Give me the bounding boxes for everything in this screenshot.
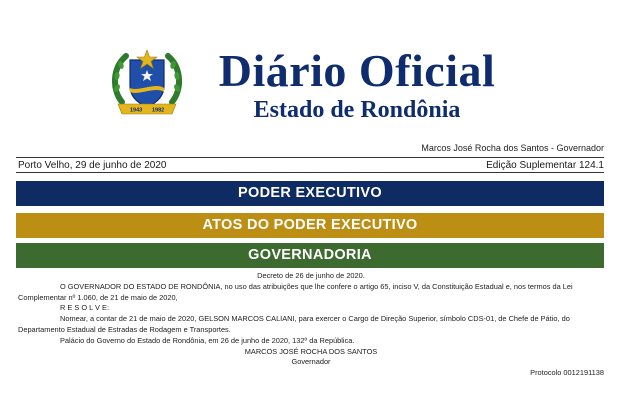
edition-label: Edição Suplementar 124.1 <box>486 160 604 171</box>
masthead-subtitle: Estado de Rondônia <box>253 97 461 123</box>
signer-role: Governador <box>291 357 331 367</box>
signer-name: MARCOS JOSÉ ROCHA DOS SANTOS <box>244 346 378 356</box>
state-coat-of-arms <box>108 44 186 122</box>
decree-title: Decreto de 26 de junho de 2020. <box>257 271 365 280</box>
protocol-number: Protocolo 0012191138 <box>530 368 604 378</box>
divider-bottom <box>16 172 604 173</box>
crest-year-left: 1943 <box>130 107 143 114</box>
section-band-poder-executivo: PODER EXECUTIVO <box>16 181 604 206</box>
decree-closing: Palácio do Governo do Estado de Rondônia, em 26 de junho de 2020, 132º da República. <box>60 335 355 345</box>
decree-body <box>18 271 604 379</box>
governor-line: Marcos José Rocha dos Santos - Governador <box>421 143 604 153</box>
divider-top <box>16 157 604 158</box>
crest-year-right: 1982 <box>152 107 165 114</box>
decree-resolve: R E S O L V E: <box>60 303 110 313</box>
section-band-governadoria: GOVERNADORIA <box>16 243 604 268</box>
decree-preamble: O GOVERNADOR DO ESTADO DE RONDÔNIA, no uso das atribuições que lhe confere o artigo 65, inciso V, da Constituição Estadual e, nos termos da Lei Complementar nº 1.060, de 21 de maio de 2020, <box>18 281 573 302</box>
masthead-title: Diário Oficial <box>218 45 496 96</box>
section-band-atos: ATOS DO PODER EXECUTIVO <box>16 213 604 238</box>
decree-article: Nomear, a contar de 21 de maio de 2020, GELSON MARCOS CALIANI, para exercer o Cargo de Direção Superior, símbolo CDS-01, de Chefe de Pátio, do Departamento Estadual de Estradas de Rodagem e Transportes. <box>18 314 570 334</box>
place-date: Porto Velho, 29 de junho de 2020 <box>18 160 167 171</box>
masthead <box>192 45 522 123</box>
